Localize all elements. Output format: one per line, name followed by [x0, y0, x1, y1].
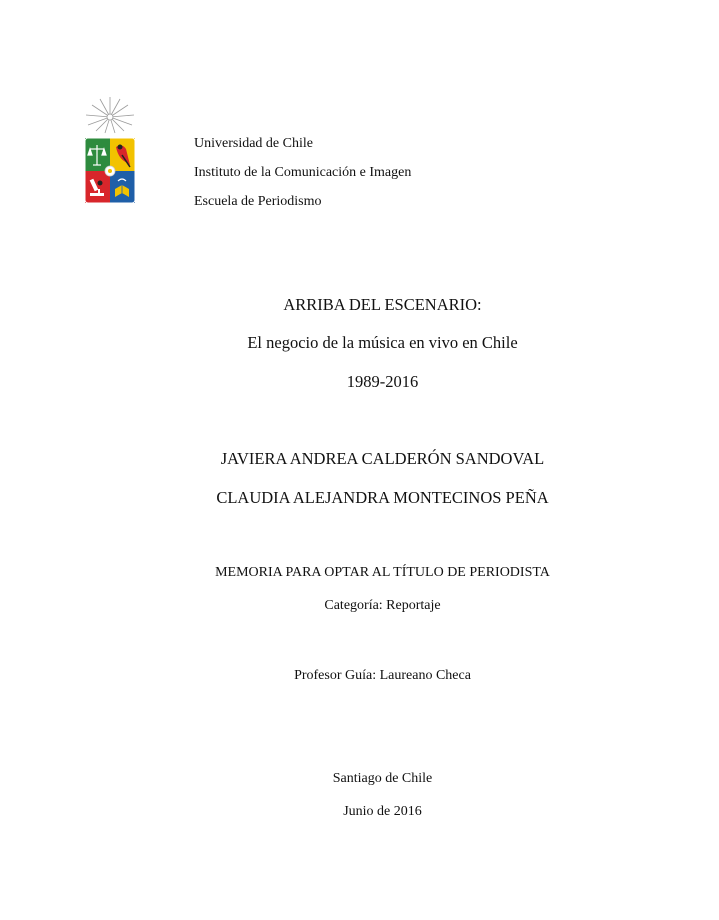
author-name: JAVIERA ANDREA CALDERÓN SANDOVAL: [220, 449, 545, 468]
school-name: Escuela de Periodismo: [194, 194, 322, 209]
university-crest-icon: [82, 95, 138, 207]
institute-name: Instituto de la Comunicación e Imagen: [194, 165, 412, 180]
author-name: CLAUDIA ALEJANDRA MONTECINOS PEÑA: [216, 488, 549, 507]
degree-statement: MEMORIA PARA OPTAR AL TÍTULO DE PERIODISTA: [215, 565, 550, 580]
institution-block: [194, 129, 411, 216]
advisor: Profesor Guía: Laureano Checa: [294, 668, 471, 683]
university-name: Universidad de Chile: [194, 136, 313, 151]
degree-category: Categoría: Reportaje: [324, 598, 441, 613]
city: Santiago de Chile: [332, 771, 433, 786]
thesis-title: ARRIBA DEL ESCENARIO:: [283, 295, 482, 314]
date: Junio de 2016: [343, 804, 422, 819]
thesis-years: 1989-2016: [346, 372, 419, 391]
thesis-subtitle: El negocio de la música en vivo en Chile: [247, 333, 518, 352]
